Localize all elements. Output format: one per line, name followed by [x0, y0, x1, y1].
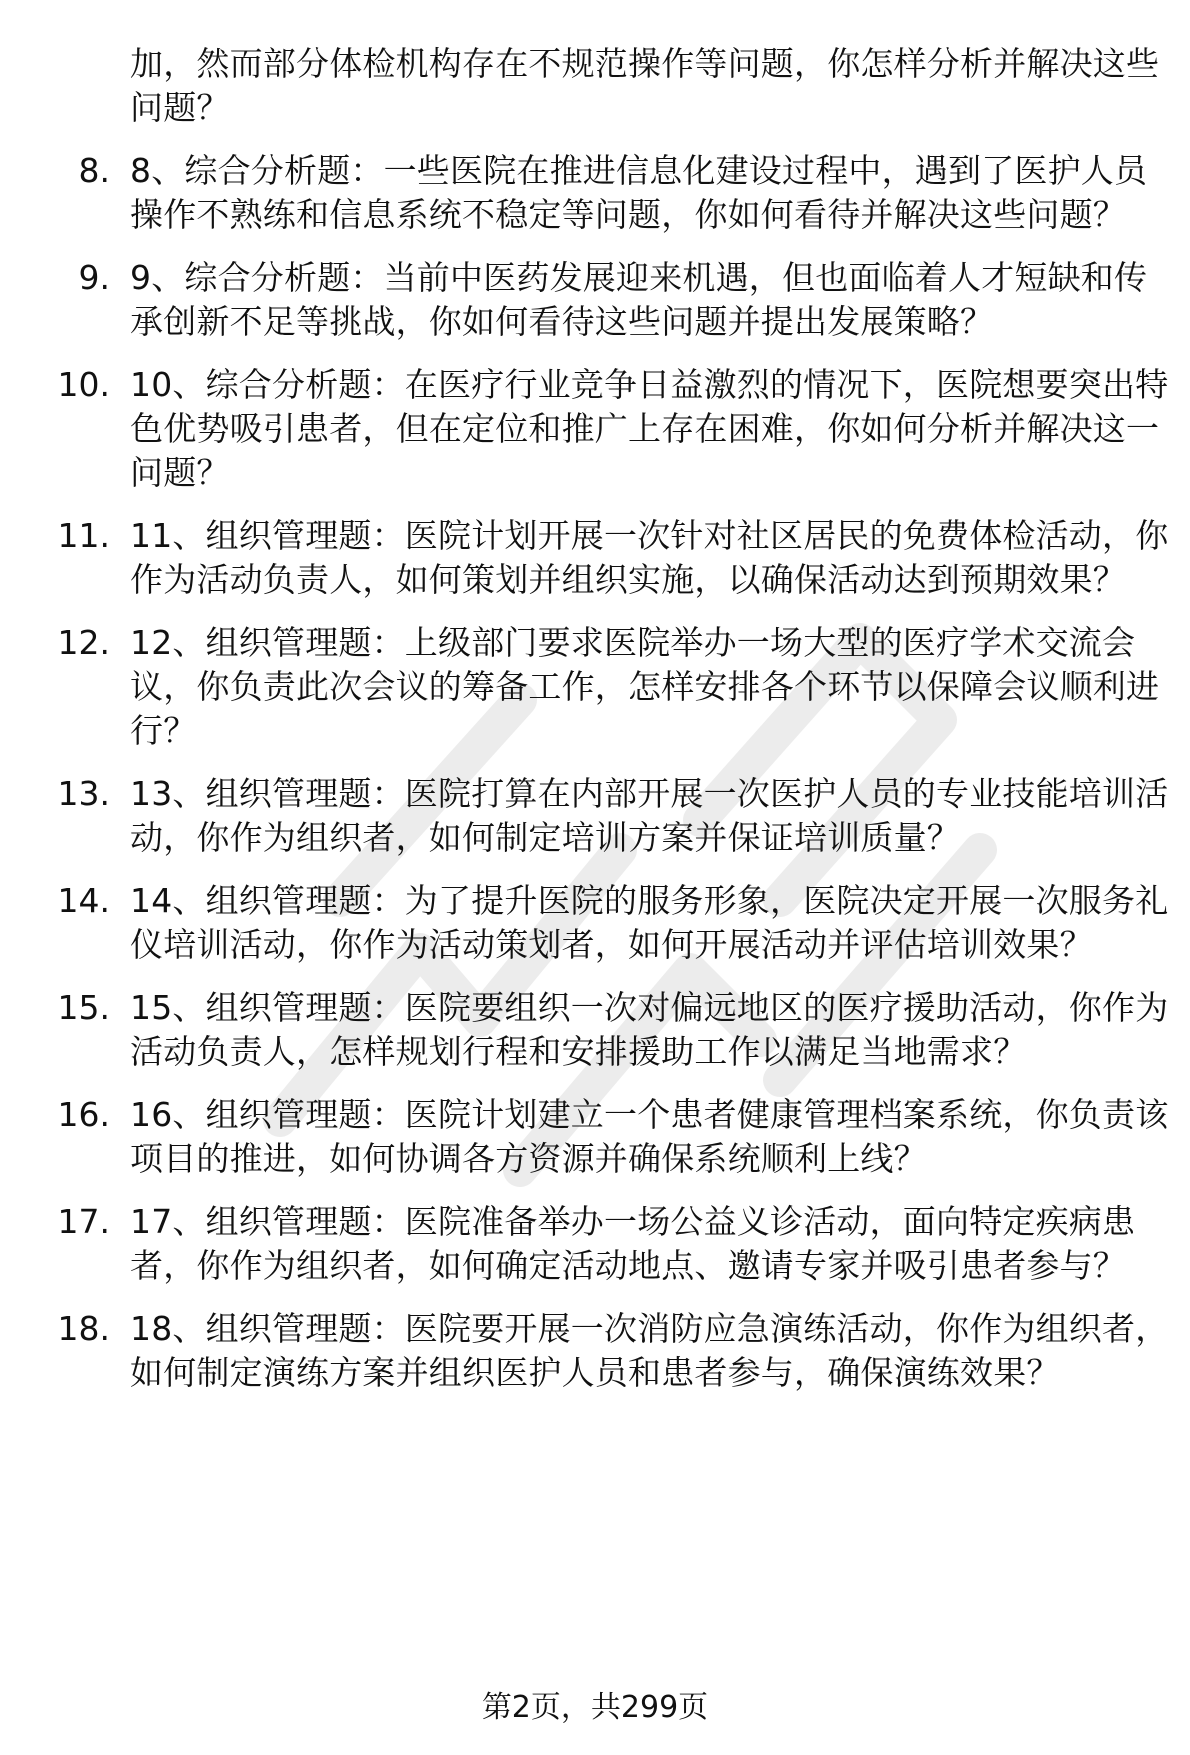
item-text: 14、组织管理题：为了提升医院的服务形象，医院决定开展一次服务礼仪培训活动，你作为活动策划者，如何开展活动并评估培训效果？ — [130, 881, 1169, 964]
item-number: 17. — [57, 1202, 110, 1241]
item-number: 14. — [57, 881, 110, 920]
item-text: 9、综合分析题：当前中医药发展迎来机遇，但也面临着人才短缺和传承创新不足等挑战，你如何看待这些问题并提出发展策略？ — [130, 258, 1148, 341]
item-text: 18、组织管理题：医院要开展一次消防应急演练活动，你作为组织者，如何制定演练方案并组织医护人员和患者参与，确保演练效果？ — [130, 1309, 1169, 1392]
question-list — [0, 42, 1190, 1414]
list-item — [0, 363, 1190, 495]
list-item — [0, 621, 1190, 753]
item-text: 16、组织管理题：医院计划建立一个患者健康管理档案系统，你负责该项目的推进，如何协调各方资源并确保系统顺利上线？ — [130, 1095, 1169, 1178]
item-number: 8. — [78, 151, 110, 190]
list-item — [0, 1200, 1190, 1288]
list-item — [0, 986, 1190, 1074]
item-number: 15. — [57, 988, 110, 1027]
item-text: 8、综合分析题：一些医院在推进信息化建设过程中，遇到了医护人员操作不熟练和信息系统不稳定等问题，你如何看待并解决这些问题？ — [130, 151, 1148, 234]
item-number: 16. — [57, 1095, 110, 1134]
list-item — [0, 256, 1190, 344]
item-number: 11. — [57, 516, 110, 555]
item-text: 13、组织管理题：医院打算在内部开展一次医护人员的专业技能培训活动，你作为组织者，如何制定培训方案并保证培训质量？ — [130, 774, 1169, 857]
item-text: 10、综合分析题：在医疗行业竞争日益激烈的情况下，医院想要突出特色优势吸引患者，但在定位和推广上存在困难，你如何分析并解决这一问题？ — [130, 365, 1169, 492]
item-number: 9. — [78, 258, 110, 297]
list-item — [0, 514, 1190, 602]
list-item — [0, 149, 1190, 237]
item-number: 18. — [57, 1309, 110, 1348]
list-item — [0, 772, 1190, 860]
list-item — [0, 1307, 1190, 1395]
item-text: 17、组织管理题：医院准备举办一场公益义诊活动，面向特定疾病患者，你作为组织者，如何确定活动地点、邀请专家并吸引患者参与？ — [130, 1202, 1136, 1285]
item-number: 10. — [57, 365, 110, 404]
page-footer: 第2页，共299页 — [481, 1690, 709, 1725]
item-text: 12、组织管理题：上级部门要求医院举办一场大型的医疗学术交流会议，你负责此次会议的筹备工作，怎样安排各个环节以保障会议顺利进行？ — [130, 623, 1160, 750]
item-number: 13. — [57, 774, 110, 813]
continuation-text: 加，然而部分体检机构存在不规范操作等问题，你怎样分析并解决这些问题？ — [130, 44, 1160, 127]
list-item — [0, 879, 1190, 967]
item-number: 12. — [57, 623, 110, 662]
item-text: 11、组织管理题：医院计划开展一次针对社区居民的免费体检活动，你作为活动负责人，如何策划并组织实施，以确保活动达到预期效果？ — [130, 516, 1169, 599]
item-text: 15、组织管理题：医院要组织一次对偏远地区的医疗援助活动，你作为活动负责人，怎样规划行程和安排援助工作以满足当地需求？ — [130, 988, 1169, 1071]
list-item — [0, 1093, 1190, 1181]
list-item-continuation — [0, 42, 1190, 130]
